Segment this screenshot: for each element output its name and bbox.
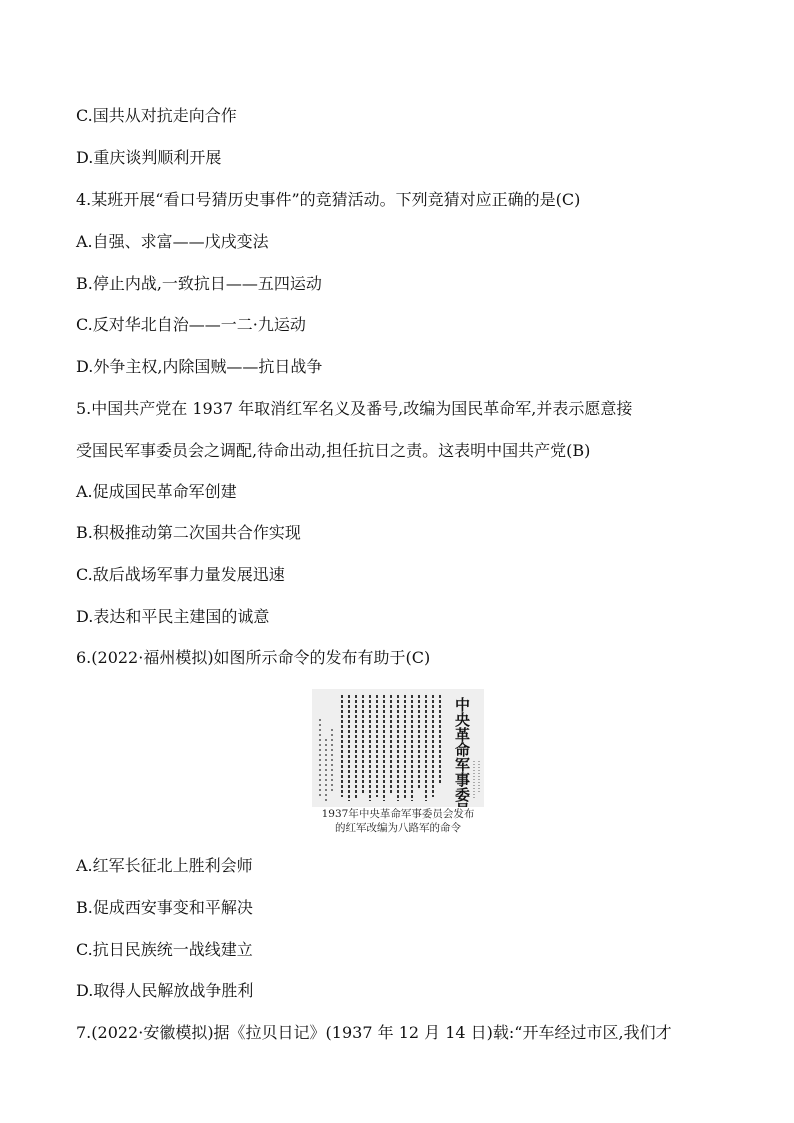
option-4d: D.外争主权,内除国贼——抗日战争: [76, 357, 323, 376]
option-4b: B.停止内战,一致抗日——五四运动: [76, 274, 322, 293]
question-5-stem-line1: 5.中国共产党在 1937 年取消红军名义及番号,改编为国民革命军,并表示愿意接: [76, 399, 633, 418]
question-7-stem: 7.(2022·安徽模拟)据《拉贝日记》(1937 年 12 月 14 日)载:“开车经过市区,我们才: [76, 1023, 672, 1042]
order-document-drawing: [312, 689, 484, 807]
option-6b: B.促成西安事变和平解决: [76, 898, 253, 917]
svg-text:中央革命军事委员会命令: 中央革命军事委员会命令: [453, 697, 471, 807]
order-figure: [312, 689, 484, 835]
figure-caption-line1: 1937年中央革命军事委员会发布: [321, 808, 475, 820]
option-4c: C.反对华北自治——一二·九运动: [76, 315, 306, 334]
option-5d: D.表达和平民主建国的诚意: [76, 607, 270, 626]
option-5b: B.积极推动第二次国共合作实现: [76, 523, 301, 542]
option-4a: A.自强、求富——戊戌变法: [76, 232, 269, 251]
historical-order-image: [312, 689, 484, 807]
option-6d: D.取得人民解放战争胜利: [76, 981, 254, 1000]
option-6c: C.抗日民族统一战线建立: [76, 940, 253, 959]
option-5c: C.敌后战场军事力量发展迅速: [76, 565, 285, 584]
question-4-stem: 4.某班开展“看口号猜历史事件”的竞猜活动。下列竞猜对应正确的是(C): [76, 190, 581, 209]
option-3c: C.国共从对抗走向合作: [76, 106, 237, 125]
question-6-stem: 6.(2022·福州模拟)如图所示命令的发布有助于(C): [76, 648, 431, 667]
figure-caption-line2: 的红军改编为八路军的命令: [335, 822, 461, 834]
question-5-stem-line2: 受国民军事委员会之调配,待命出动,担任抗日之责。这表明中国共产党(B): [76, 441, 591, 460]
option-5a: A.促成国民革命军创建: [76, 482, 237, 501]
option-6a: A.红军长征北上胜利会师: [76, 856, 253, 875]
option-3d: D.重庆谈判顺利开展: [76, 148, 222, 167]
